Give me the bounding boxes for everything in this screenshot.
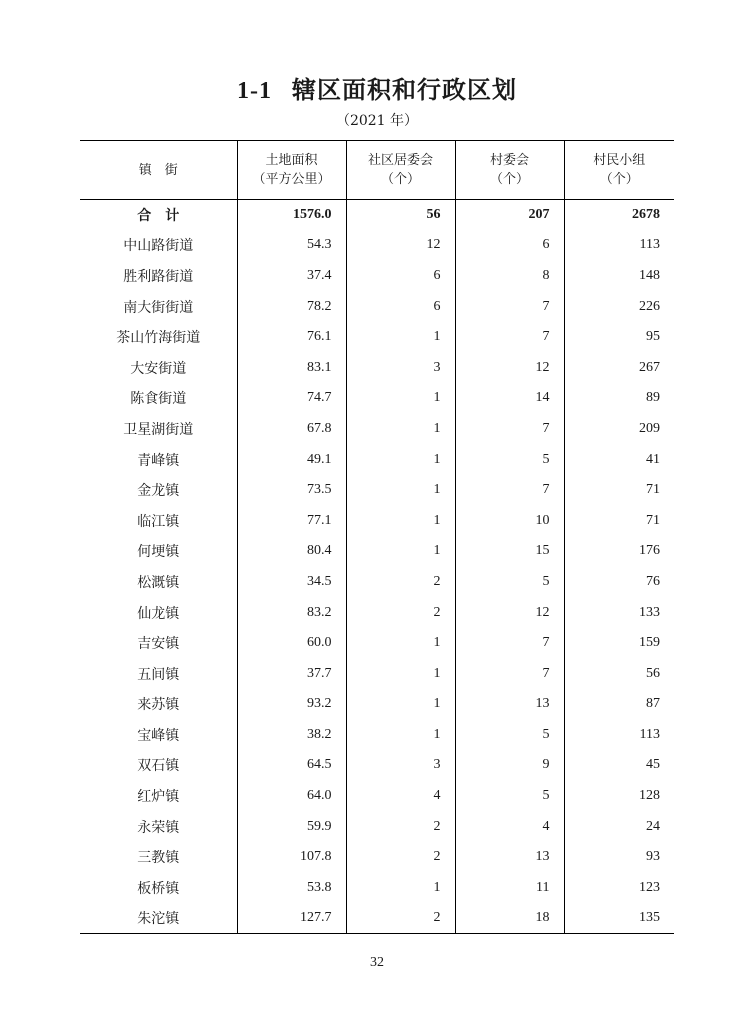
cell-villages: 11 [455, 873, 564, 904]
cell-area: 127.7 [237, 903, 346, 934]
header-groups-unit: （个） [599, 172, 639, 187]
header-town-label: 镇 街 [138, 162, 178, 178]
cell-area: 34.5 [237, 567, 346, 598]
cell-groups: 45 [564, 750, 674, 781]
cell-name: 三教镇 [137, 850, 180, 867]
cell-groups: 226 [564, 291, 674, 322]
cell-villages: 9 [455, 750, 564, 781]
total-area: 1576.0 [237, 200, 346, 231]
cell-area: 59.9 [237, 811, 346, 842]
header-area [237, 141, 346, 200]
cell-villages: 5 [455, 781, 564, 812]
cell-villages: 7 [455, 475, 564, 506]
header-villages-unit: （个） [489, 172, 529, 187]
cell-area: 74.7 [237, 383, 346, 414]
cell-area: 67.8 [237, 414, 346, 445]
cell-name: 金龙镇 [137, 483, 180, 500]
cell-communities: 2 [346, 842, 455, 873]
header-communities-label: 社区居委会 [367, 153, 433, 168]
table-row [80, 261, 674, 292]
cell-villages: 15 [455, 536, 564, 567]
cell-communities: 1 [346, 414, 455, 445]
cell-communities: 2 [346, 903, 455, 934]
header-villages-label: 村委会 [489, 153, 529, 168]
cell-groups: 24 [564, 811, 674, 842]
cell-groups: 41 [564, 444, 674, 475]
table-number: 1-1 [237, 78, 272, 104]
cell-area: 107.8 [237, 842, 346, 873]
cell-name: 卫星湖街道 [123, 421, 194, 438]
cell-name: 五间镇 [137, 666, 180, 683]
table-row [80, 811, 674, 842]
cell-name: 板桥镇 [137, 880, 180, 897]
cell-area: 80.4 [237, 536, 346, 567]
cell-groups: 209 [564, 414, 674, 445]
total-groups: 2678 [564, 200, 674, 231]
cell-villages: 10 [455, 505, 564, 536]
cell-villages: 13 [455, 842, 564, 873]
statistics-table [80, 140, 674, 934]
table-row [80, 597, 674, 628]
cell-area: 37.7 [237, 658, 346, 689]
cell-name: 南大街街道 [123, 299, 194, 316]
cell-groups: 135 [564, 903, 674, 934]
cell-communities: 1 [346, 505, 455, 536]
table-row [80, 903, 674, 934]
cell-communities: 3 [346, 352, 455, 383]
cell-groups: 133 [564, 597, 674, 628]
cell-villages: 7 [455, 628, 564, 659]
cell-area: 93.2 [237, 689, 346, 720]
cell-name: 双石镇 [137, 758, 180, 775]
table-row [80, 505, 674, 536]
cell-communities: 3 [346, 750, 455, 781]
header-groups-label: 村民小组 [593, 153, 646, 168]
cell-communities: 4 [346, 781, 455, 812]
cell-name: 松溉镇 [137, 574, 180, 591]
cell-groups: 87 [564, 689, 674, 720]
cell-communities: 1 [346, 536, 455, 567]
cell-villages: 18 [455, 903, 564, 934]
cell-groups: 95 [564, 322, 674, 353]
cell-groups: 93 [564, 842, 674, 873]
cell-groups: 123 [564, 873, 674, 904]
header-communities-unit: （个） [380, 172, 420, 187]
cell-area: 37.4 [237, 261, 346, 292]
cell-villages: 8 [455, 261, 564, 292]
cell-communities: 1 [346, 628, 455, 659]
cell-groups: 176 [564, 536, 674, 567]
table-row [80, 230, 674, 261]
page-number: 32 [370, 955, 384, 970]
cell-area: 78.2 [237, 291, 346, 322]
cell-area: 83.1 [237, 352, 346, 383]
cell-area: 60.0 [237, 628, 346, 659]
cell-name: 茶山竹海街道 [116, 330, 201, 347]
cell-groups: 113 [564, 720, 674, 751]
page-title [0, 70, 754, 105]
table-row [80, 536, 674, 567]
cell-communities: 2 [346, 811, 455, 842]
cell-name: 大安街道 [130, 360, 187, 377]
table-header-row [80, 141, 674, 200]
cell-villages: 7 [455, 658, 564, 689]
table-row [80, 720, 674, 751]
cell-area: 53.8 [237, 873, 346, 904]
header-communities [346, 141, 455, 200]
cell-communities: 1 [346, 873, 455, 904]
cell-area: 64.5 [237, 750, 346, 781]
cell-communities: 1 [346, 720, 455, 751]
cell-name: 宝峰镇 [137, 727, 180, 744]
cell-area: 77.1 [237, 505, 346, 536]
cell-villages: 12 [455, 352, 564, 383]
title-text: 辖区面积和行政区划 [292, 76, 517, 104]
cell-villages: 5 [455, 567, 564, 598]
total-row [80, 200, 674, 231]
table-row [80, 781, 674, 812]
cell-villages: 7 [455, 414, 564, 445]
cell-name: 中山路街道 [123, 238, 194, 255]
cell-villages: 12 [455, 597, 564, 628]
table-row [80, 628, 674, 659]
cell-groups: 56 [564, 658, 674, 689]
cell-name: 吉安镇 [137, 636, 180, 653]
table-row [80, 444, 674, 475]
cell-name: 何埂镇 [137, 544, 180, 561]
cell-communities: 1 [346, 322, 455, 353]
header-town [80, 141, 237, 200]
table-row [80, 414, 674, 445]
cell-groups: 128 [564, 781, 674, 812]
cell-area: 83.2 [237, 597, 346, 628]
cell-name: 陈食街道 [130, 391, 187, 408]
table-row [80, 873, 674, 904]
cell-name: 来苏镇 [137, 697, 180, 714]
cell-area: 64.0 [237, 781, 346, 812]
cell-villages: 13 [455, 689, 564, 720]
cell-area: 38.2 [237, 720, 346, 751]
cell-communities: 1 [346, 658, 455, 689]
total-villages: 207 [455, 200, 564, 231]
header-area-unit: （平方公里） [252, 172, 331, 187]
cell-villages: 6 [455, 230, 564, 261]
table-row [80, 750, 674, 781]
header-area-label: 土地面积 [265, 153, 318, 168]
cell-villages: 7 [455, 322, 564, 353]
cell-villages: 7 [455, 291, 564, 322]
cell-communities: 1 [346, 444, 455, 475]
cell-groups: 148 [564, 261, 674, 292]
cell-area: 49.1 [237, 444, 346, 475]
cell-communities: 6 [346, 261, 455, 292]
cell-groups: 267 [564, 352, 674, 383]
table-row [80, 658, 674, 689]
cell-villages: 5 [455, 444, 564, 475]
header-groups [564, 141, 674, 200]
cell-groups: 113 [564, 230, 674, 261]
header-villages [455, 141, 564, 200]
cell-area: 54.3 [237, 230, 346, 261]
cell-communities: 6 [346, 291, 455, 322]
cell-groups: 71 [564, 475, 674, 506]
cell-groups: 71 [564, 505, 674, 536]
table-row [80, 352, 674, 383]
cell-groups: 89 [564, 383, 674, 414]
cell-name: 青峰镇 [137, 452, 180, 469]
cell-name: 红炉镇 [137, 789, 180, 806]
cell-communities: 1 [346, 383, 455, 414]
total-communities: 56 [346, 200, 455, 231]
cell-name: 胜利路街道 [123, 268, 194, 285]
cell-villages: 14 [455, 383, 564, 414]
total-label: 合计 [137, 208, 194, 225]
page-subtitle: （2021 年） [335, 113, 419, 129]
cell-area: 73.5 [237, 475, 346, 506]
table-row [80, 475, 674, 506]
table-row [80, 842, 674, 873]
table-row [80, 567, 674, 598]
cell-groups: 76 [564, 567, 674, 598]
table-row [80, 322, 674, 353]
cell-communities: 2 [346, 567, 455, 598]
cell-villages: 5 [455, 720, 564, 751]
cell-name: 仙龙镇 [137, 605, 180, 622]
cell-communities: 1 [346, 689, 455, 720]
cell-name: 永荣镇 [137, 819, 180, 836]
cell-area: 76.1 [237, 322, 346, 353]
cell-communities: 1 [346, 475, 455, 506]
cell-communities: 2 [346, 597, 455, 628]
cell-villages: 4 [455, 811, 564, 842]
cell-groups: 159 [564, 628, 674, 659]
table-row [80, 689, 674, 720]
cell-name: 临江镇 [137, 513, 180, 530]
cell-name: 朱沱镇 [80, 903, 237, 934]
table-row [80, 383, 674, 414]
cell-communities: 12 [346, 230, 455, 261]
table-row [80, 291, 674, 322]
